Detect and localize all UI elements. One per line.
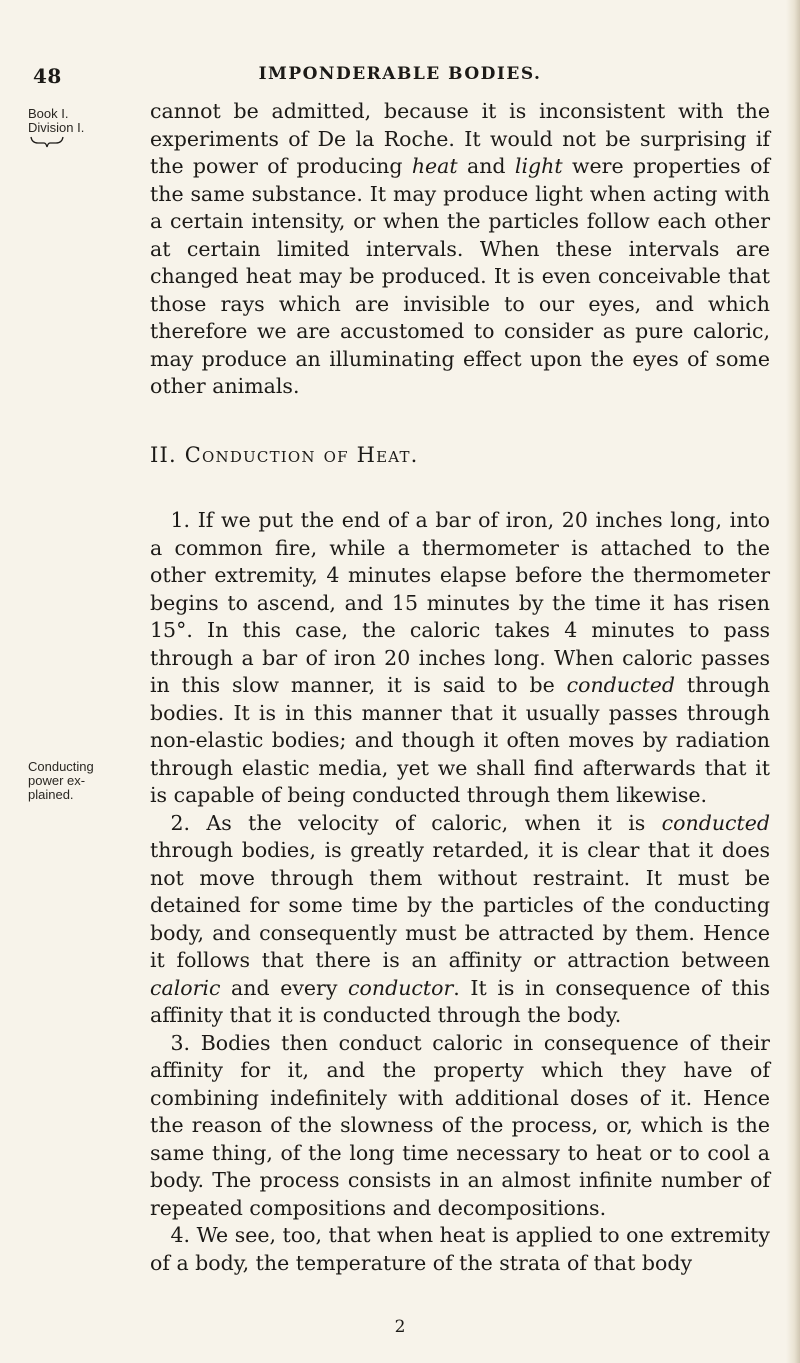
body-text	[150, 98, 770, 1277]
margin-note-book	[28, 107, 84, 135]
margin-note-conducting	[28, 760, 94, 802]
margin-conducting-line1: Conducting	[28, 759, 94, 774]
p3-caloric-italic: caloric	[150, 975, 221, 1000]
margin-conducting-line3: plained.	[28, 787, 74, 802]
p2-text-a: 1. If we put the end of a bar of iron, 20 inches long, into a common fire, while a thermometer is attached to the other extremity, 4 minutes elapse before the thermometer begins to ascend, and 15 minutes by the time it has risen 15°. In this case, the caloric takes 4 minutes to pass through a bar of iron 20 inches long. When caloric passes in this slow manner, it is said to be	[150, 508, 770, 697]
p1-heat-italic: heat	[411, 154, 458, 178]
page-number: 48	[33, 64, 62, 88]
p1-light-italic: light	[514, 154, 563, 178]
paragraph-1	[150, 507, 770, 810]
signature-mark: 2	[394, 1317, 406, 1337]
paragraph-continuation	[150, 98, 770, 401]
paragraph-3: 3. Bodies then conduct caloric in consequence of their affinity for it, and the property which they have of combining indefinitely with additional doses of it. Hence the reason of the slowness of the process, or, which is the same thing, of the long time necessary to heat or to cool a body. The process consists in an almost infinite number of repeated compositions and decompositions.	[150, 1030, 770, 1220]
p2-text-b: through bodies. It is in this manner that it usually passes through non-elastic bodies; and though it often moves by radiation through elastic media, yet we shall find afterwards that it is capable of being conducted through them likewise.	[150, 673, 770, 807]
p1-text-b: and	[457, 154, 515, 178]
running-title: IMPONDERABLE BODIES.	[258, 64, 542, 84]
margin-book-label: Book I.	[28, 106, 69, 121]
margin-division-label: Division I.	[28, 120, 85, 135]
p3-text-b: through bodies, is greatly retarded, it is clear that it does not move through them without restraint. It must be detained for some time by the particles of the conducting body, and consequently must be attracted by them. Hence it follows that there is an affinity or attraction between	[150, 838, 770, 972]
paragraph-2	[150, 810, 770, 1030]
brace-icon	[30, 136, 64, 148]
p3-conducted-italic: conducted	[661, 810, 770, 835]
p3-conductor-italic: conductor	[348, 975, 454, 1000]
section-heading: II. Conduction of Heat.	[150, 442, 419, 467]
p3-text-a: 2. As the velocity of caloric, when it is	[170, 810, 662, 835]
paragraph-4: 4. We see, too, that when heat is applied to one extremity of a body, the temperature of the strata of that body	[150, 1223, 770, 1275]
p1-text-a: cannot be admitted, because it is inconsistent with the experiments of De la Roche. It would not be surprising if the power of producing	[150, 99, 770, 178]
p1-text-c: were properties of the same substance. It may produce light when acting with a certain intensity, or when the particles follow each other at certain limited intervals. When these intervals are changed heat may be produced. It is even conceivable that those rays which are invisible to our eyes, and which therefore we are accustomed to consider as pure caloric, may produce an illuminating effect upon the eyes of some other animals.	[150, 154, 770, 398]
p2-conducted-italic: conducted	[566, 673, 675, 697]
page-edge	[786, 0, 800, 1363]
p3-text-c: and every	[220, 975, 349, 1000]
margin-conducting-line2: power ex-	[28, 773, 86, 788]
p3-text-d: . It is in consequence of this affinity that it is conducted through the body.	[150, 975, 770, 1027]
